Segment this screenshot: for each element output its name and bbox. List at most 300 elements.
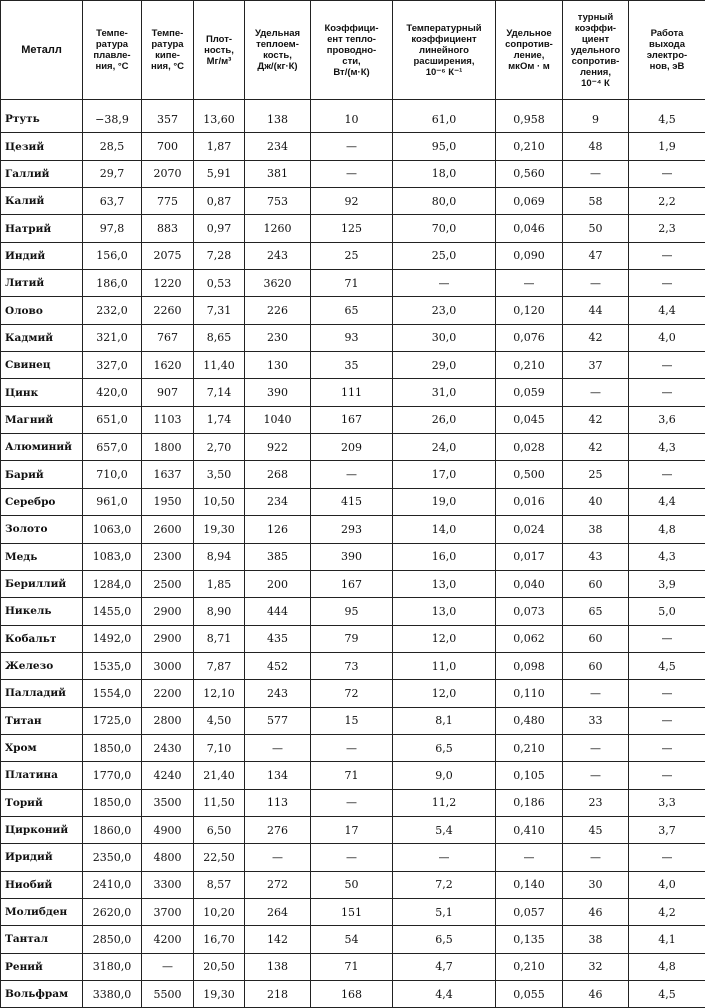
value-cell: 40	[563, 488, 629, 515]
value-cell: 130	[245, 352, 311, 379]
metal-name-cell: Торий	[1, 789, 83, 816]
value-cell: —	[629, 160, 705, 187]
value-cell: 5,1	[393, 898, 496, 925]
table-row	[1, 461, 705, 488]
table-row	[1, 707, 705, 734]
table-row	[1, 789, 705, 816]
value-cell: 26,0	[393, 406, 496, 433]
value-cell: 226	[245, 297, 311, 324]
table-row	[1, 762, 705, 789]
value-cell: 390	[245, 379, 311, 406]
value-cell: 4,5	[629, 652, 705, 679]
metal-name-cell: Тантал	[1, 926, 83, 953]
table-row	[1, 188, 705, 215]
value-cell: 415	[311, 488, 393, 515]
metal-name-cell: Никель	[1, 598, 83, 625]
column-header: Металл	[1, 1, 83, 100]
value-cell: 70,0	[393, 215, 496, 242]
table-row	[1, 981, 705, 1008]
value-cell: 2900	[142, 598, 194, 625]
value-cell: 19,30	[194, 516, 245, 543]
value-cell: 8,1	[393, 707, 496, 734]
value-cell: 4,7	[393, 953, 496, 980]
table-row	[1, 160, 705, 187]
table-row	[1, 406, 705, 433]
value-cell: 2620,0	[83, 898, 142, 925]
value-cell: 0,500	[496, 461, 563, 488]
metal-name-cell: Ртуть	[1, 100, 83, 133]
value-cell: 7,2	[393, 871, 496, 898]
value-cell: 0,480	[496, 707, 563, 734]
metal-name-cell: Цезий	[1, 133, 83, 160]
metal-name-cell: Медь	[1, 543, 83, 570]
value-cell: —	[393, 844, 496, 871]
metal-name-cell: Свинец	[1, 352, 83, 379]
value-cell: —	[563, 844, 629, 871]
value-cell: —	[629, 844, 705, 871]
value-cell: 2800	[142, 707, 194, 734]
value-cell: 883	[142, 215, 194, 242]
metal-name-cell: Платина	[1, 762, 83, 789]
value-cell: 1850,0	[83, 789, 142, 816]
value-cell: —	[563, 270, 629, 297]
value-cell: 20,50	[194, 953, 245, 980]
column-header: Удельная теплоем- кость, Дж/(кг·К)	[245, 1, 311, 100]
value-cell: 38	[563, 926, 629, 953]
value-cell: 4,3	[629, 543, 705, 570]
value-cell: —	[496, 270, 563, 297]
metal-name-cell: Кобальт	[1, 625, 83, 652]
column-header: Темпе- ратура плавле- ния, °С	[83, 1, 142, 100]
value-cell: 452	[245, 652, 311, 679]
table-row	[1, 133, 705, 160]
value-cell: 4,4	[629, 488, 705, 515]
value-cell: 327,0	[83, 352, 142, 379]
table-row	[1, 379, 705, 406]
table-row	[1, 215, 705, 242]
value-cell: —	[629, 352, 705, 379]
value-cell: 48	[563, 133, 629, 160]
value-cell: 29,7	[83, 160, 142, 187]
value-cell: 2350,0	[83, 844, 142, 871]
value-cell: 234	[245, 488, 311, 515]
value-cell: 1284,0	[83, 570, 142, 597]
value-cell: 3000	[142, 652, 194, 679]
value-cell: 2500	[142, 570, 194, 597]
value-cell: 5,0	[629, 598, 705, 625]
metal-name-cell: Рений	[1, 953, 83, 980]
value-cell: 218	[245, 981, 311, 1008]
value-cell: 234	[245, 133, 311, 160]
value-cell: 9	[563, 100, 629, 133]
value-cell: —	[629, 242, 705, 269]
value-cell: 7,10	[194, 734, 245, 761]
value-cell: 0,069	[496, 188, 563, 215]
value-cell: 80,0	[393, 188, 496, 215]
metal-name-cell: Вольфрам	[1, 981, 83, 1008]
value-cell: 138	[245, 953, 311, 980]
value-cell: 38	[563, 516, 629, 543]
value-cell: 0,97	[194, 215, 245, 242]
value-cell: 73	[311, 652, 393, 679]
value-cell: 25	[563, 461, 629, 488]
metal-name-cell: Серебро	[1, 488, 83, 515]
value-cell: 922	[245, 434, 311, 461]
value-cell: 4,1	[629, 926, 705, 953]
value-cell: 0,110	[496, 680, 563, 707]
value-cell: 97,8	[83, 215, 142, 242]
value-cell: 16,70	[194, 926, 245, 953]
value-cell: −38,9	[83, 100, 142, 133]
value-cell: 0,046	[496, 215, 563, 242]
metal-name-cell: Иридий	[1, 844, 83, 871]
value-cell: 0,120	[496, 297, 563, 324]
value-cell: —	[629, 461, 705, 488]
table-row	[1, 598, 705, 625]
value-cell: 2900	[142, 625, 194, 652]
table-row	[1, 352, 705, 379]
value-cell: 2075	[142, 242, 194, 269]
value-cell: 1554,0	[83, 680, 142, 707]
value-cell: 4,4	[629, 297, 705, 324]
table-row	[1, 680, 705, 707]
value-cell: 1103	[142, 406, 194, 433]
value-cell: 32	[563, 953, 629, 980]
value-cell: 60	[563, 652, 629, 679]
value-cell: 0,560	[496, 160, 563, 187]
value-cell: 71	[311, 762, 393, 789]
value-cell: 5500	[142, 981, 194, 1008]
value-cell: 13,0	[393, 570, 496, 597]
table-row	[1, 625, 705, 652]
value-cell: 72	[311, 680, 393, 707]
value-cell: 4,5	[629, 981, 705, 1008]
table-row	[1, 516, 705, 543]
value-cell: 435	[245, 625, 311, 652]
value-cell: 11,40	[194, 352, 245, 379]
value-cell: 1800	[142, 434, 194, 461]
metal-name-cell: Барий	[1, 461, 83, 488]
value-cell: 0,098	[496, 652, 563, 679]
value-cell: 321,0	[83, 324, 142, 351]
table-row	[1, 324, 705, 351]
value-cell: 6,50	[194, 816, 245, 843]
metal-name-cell: Олово	[1, 297, 83, 324]
value-cell: —	[629, 270, 705, 297]
value-cell: 4,0	[629, 324, 705, 351]
value-cell: 151	[311, 898, 393, 925]
value-cell: 3,9	[629, 570, 705, 597]
value-cell: 1260	[245, 215, 311, 242]
value-cell: 126	[245, 516, 311, 543]
value-cell: 4240	[142, 762, 194, 789]
value-cell: 19,0	[393, 488, 496, 515]
value-cell: 4900	[142, 816, 194, 843]
value-cell: 2600	[142, 516, 194, 543]
table-row	[1, 898, 705, 925]
value-cell: 11,50	[194, 789, 245, 816]
value-cell: 8,65	[194, 324, 245, 351]
value-cell: 0,210	[496, 352, 563, 379]
metal-name-cell: Бериллий	[1, 570, 83, 597]
value-cell: 0,057	[496, 898, 563, 925]
value-cell: 13,0	[393, 598, 496, 625]
value-cell: 700	[142, 133, 194, 160]
table-row	[1, 816, 705, 843]
value-cell: 12,0	[393, 625, 496, 652]
value-cell: 44	[563, 297, 629, 324]
value-cell: 7,14	[194, 379, 245, 406]
column-header: Температурный коэффициент линейного расширения, 10⁻⁶ К⁻¹	[393, 1, 496, 100]
column-header: Работа выхода электро- нов, эВ	[629, 1, 705, 100]
table-row	[1, 488, 705, 515]
value-cell: 42	[563, 406, 629, 433]
value-cell: 167	[311, 570, 393, 597]
value-cell: 0,062	[496, 625, 563, 652]
metal-name-cell: Индий	[1, 242, 83, 269]
value-cell: 0,055	[496, 981, 563, 1008]
value-cell: 7,28	[194, 242, 245, 269]
value-cell: 2410,0	[83, 871, 142, 898]
value-cell: 1492,0	[83, 625, 142, 652]
value-cell: 0,410	[496, 816, 563, 843]
value-cell: 1770,0	[83, 762, 142, 789]
value-cell: 0,210	[496, 734, 563, 761]
value-cell: 293	[311, 516, 393, 543]
value-cell: 0,53	[194, 270, 245, 297]
value-cell: 0,958	[496, 100, 563, 133]
value-cell: 0,210	[496, 133, 563, 160]
value-cell: 1535,0	[83, 652, 142, 679]
column-header: Плот- ность, Мг/м³	[194, 1, 245, 100]
value-cell: —	[629, 379, 705, 406]
value-cell: 200	[245, 570, 311, 597]
value-cell: 8,94	[194, 543, 245, 570]
value-cell: 5,91	[194, 160, 245, 187]
metal-name-cell: Цирконий	[1, 816, 83, 843]
value-cell: 60	[563, 570, 629, 597]
value-cell: 63,7	[83, 188, 142, 215]
value-cell: 2300	[142, 543, 194, 570]
value-cell: 1637	[142, 461, 194, 488]
metal-name-cell: Кадмий	[1, 324, 83, 351]
value-cell: 0,016	[496, 488, 563, 515]
value-cell: —	[311, 160, 393, 187]
column-header: Удельное сопротив- ление, мкОм · м	[496, 1, 563, 100]
value-cell: 65	[563, 598, 629, 625]
value-cell: 50	[311, 871, 393, 898]
value-cell: 1220	[142, 270, 194, 297]
value-cell: —	[563, 734, 629, 761]
value-cell: 381	[245, 160, 311, 187]
value-cell: 19,30	[194, 981, 245, 1008]
value-cell: 17	[311, 816, 393, 843]
value-cell: 12,10	[194, 680, 245, 707]
value-cell: 18,0	[393, 160, 496, 187]
value-cell: 4800	[142, 844, 194, 871]
value-cell: 1455,0	[83, 598, 142, 625]
table-row	[1, 871, 705, 898]
value-cell: 168	[311, 981, 393, 1008]
value-cell: —	[311, 461, 393, 488]
value-cell: 54	[311, 926, 393, 953]
value-cell: 156,0	[83, 242, 142, 269]
value-cell: 0,105	[496, 762, 563, 789]
value-cell: 0,140	[496, 871, 563, 898]
value-cell: 0,045	[496, 406, 563, 433]
value-cell: 2850,0	[83, 926, 142, 953]
value-cell: 111	[311, 379, 393, 406]
value-cell: 0,87	[194, 188, 245, 215]
value-cell: 0,073	[496, 598, 563, 625]
value-cell: 0,059	[496, 379, 563, 406]
value-cell: 268	[245, 461, 311, 488]
table-row	[1, 242, 705, 269]
value-cell: 113	[245, 789, 311, 816]
value-cell: 2,2	[629, 188, 705, 215]
value-cell: 10,50	[194, 488, 245, 515]
value-cell: 6,5	[393, 926, 496, 953]
value-cell: 1,87	[194, 133, 245, 160]
value-cell: 30	[563, 871, 629, 898]
table-row	[1, 844, 705, 871]
value-cell: —	[142, 953, 194, 980]
value-cell: —	[563, 379, 629, 406]
value-cell: 134	[245, 762, 311, 789]
value-cell: 4,8	[629, 953, 705, 980]
value-cell: —	[629, 680, 705, 707]
value-cell: 1725,0	[83, 707, 142, 734]
value-cell: 907	[142, 379, 194, 406]
value-cell: 753	[245, 188, 311, 215]
value-cell: 3620	[245, 270, 311, 297]
value-cell: —	[311, 844, 393, 871]
value-cell: 961,0	[83, 488, 142, 515]
value-cell: 92	[311, 188, 393, 215]
value-cell: 232,0	[83, 297, 142, 324]
value-cell: 37	[563, 352, 629, 379]
value-cell: 186,0	[83, 270, 142, 297]
value-cell: 45	[563, 816, 629, 843]
value-cell: 125	[311, 215, 393, 242]
value-cell: 2,3	[629, 215, 705, 242]
value-cell: 272	[245, 871, 311, 898]
value-cell: 14,0	[393, 516, 496, 543]
value-cell: 42	[563, 324, 629, 351]
table-body	[1, 100, 705, 1008]
value-cell: 95	[311, 598, 393, 625]
value-cell: 2,70	[194, 434, 245, 461]
metal-name-cell: Ниобий	[1, 871, 83, 898]
value-cell: 243	[245, 680, 311, 707]
value-cell: 35	[311, 352, 393, 379]
value-cell: —	[629, 707, 705, 734]
value-cell: 4,0	[629, 871, 705, 898]
value-cell: 8,57	[194, 871, 245, 898]
value-cell: 50	[563, 215, 629, 242]
value-cell: 61,0	[393, 100, 496, 133]
header-row	[1, 1, 705, 100]
value-cell: 3500	[142, 789, 194, 816]
value-cell: 0,040	[496, 570, 563, 597]
metal-name-cell: Молибден	[1, 898, 83, 925]
value-cell: 1950	[142, 488, 194, 515]
table-row	[1, 953, 705, 980]
value-cell: 2430	[142, 734, 194, 761]
table-row	[1, 734, 705, 761]
value-cell: —	[311, 133, 393, 160]
value-cell: 0,024	[496, 516, 563, 543]
table-row	[1, 652, 705, 679]
value-cell: 243	[245, 242, 311, 269]
value-cell: 47	[563, 242, 629, 269]
value-cell: 25	[311, 242, 393, 269]
metal-name-cell: Титан	[1, 707, 83, 734]
value-cell: 420,0	[83, 379, 142, 406]
value-cell: 30,0	[393, 324, 496, 351]
value-cell: 7,87	[194, 652, 245, 679]
table-row	[1, 100, 705, 133]
value-cell: 4,5	[629, 100, 705, 133]
value-cell: —	[311, 734, 393, 761]
value-cell: 0,090	[496, 242, 563, 269]
value-cell: 385	[245, 543, 311, 570]
table-row	[1, 926, 705, 953]
value-cell: —	[311, 789, 393, 816]
value-cell: 775	[142, 188, 194, 215]
value-cell: 22,50	[194, 844, 245, 871]
value-cell: 43	[563, 543, 629, 570]
value-cell: 0,135	[496, 926, 563, 953]
value-cell: 1,74	[194, 406, 245, 433]
value-cell: 276	[245, 816, 311, 843]
value-cell: 58	[563, 188, 629, 215]
value-cell: 5,4	[393, 816, 496, 843]
value-cell: 767	[142, 324, 194, 351]
value-cell: 657,0	[83, 434, 142, 461]
value-cell: —	[563, 680, 629, 707]
value-cell: 13,60	[194, 100, 245, 133]
value-cell: 1850,0	[83, 734, 142, 761]
value-cell: 138	[245, 100, 311, 133]
value-cell: 1063,0	[83, 516, 142, 543]
value-cell: 710,0	[83, 461, 142, 488]
value-cell: 79	[311, 625, 393, 652]
value-cell: —	[245, 734, 311, 761]
value-cell: 33	[563, 707, 629, 734]
value-cell: 9,0	[393, 762, 496, 789]
metal-name-cell: Литий	[1, 270, 83, 297]
value-cell: —	[563, 762, 629, 789]
value-cell: 24,0	[393, 434, 496, 461]
value-cell: 95,0	[393, 133, 496, 160]
table-row	[1, 570, 705, 597]
metal-name-cell: Галлий	[1, 160, 83, 187]
value-cell: 10,20	[194, 898, 245, 925]
value-cell: 264	[245, 898, 311, 925]
value-cell: 2260	[142, 297, 194, 324]
table-row	[1, 270, 705, 297]
value-cell: 71	[311, 270, 393, 297]
value-cell: 0,186	[496, 789, 563, 816]
value-cell: 3,3	[629, 789, 705, 816]
value-cell: 444	[245, 598, 311, 625]
value-cell: 3,50	[194, 461, 245, 488]
value-cell: 3,6	[629, 406, 705, 433]
value-cell: 71	[311, 953, 393, 980]
value-cell: 1083,0	[83, 543, 142, 570]
value-cell: 0,076	[496, 324, 563, 351]
